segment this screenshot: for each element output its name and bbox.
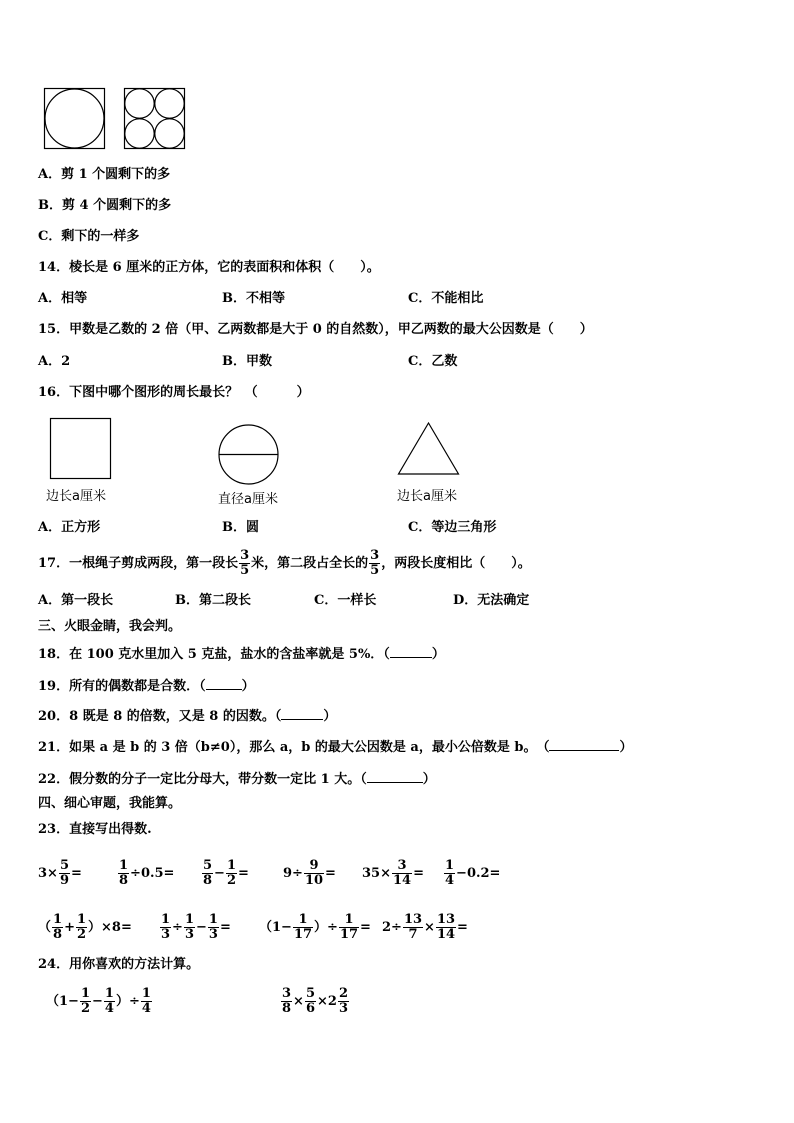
- q21-answer-blank[interactable]: [549, 738, 619, 751]
- q23-expr-5: 35× $\frac{3}{14}$ =: [362, 858, 424, 888]
- q23-expr-4: 9÷ $\frac{9}{10}$ =: [283, 858, 336, 888]
- q16-square-caption: 边长a厘米: [46, 489, 106, 504]
- q17-stem: [38, 548, 531, 580]
- q22: 22．假分数的分子一定比分母大，带分数一定比 1 大。（ ）: [38, 772, 436, 787]
- q13-option-b[interactable]: B．剪 4 个圆剩下的多: [38, 198, 172, 213]
- q18-answer-blank[interactable]: [390, 645, 432, 658]
- q16-stem: 16．下图中哪个图形的周长最长？ （ ）: [38, 385, 310, 400]
- q15-stem: 15．甲数是乙数的 2 倍（甲、乙两数都是大于 0 的自然数），甲乙两数的最大公因数是（ ）: [38, 322, 593, 337]
- q23-expr-10: 2÷ $\frac{13}{7}$ × $\frac{13}{14}$ =: [382, 912, 468, 942]
- q14-option-b[interactable]: B．不相等: [222, 291, 285, 306]
- q22-answer-blank[interactable]: [367, 770, 423, 783]
- q16-option-c[interactable]: C．等边三角形: [408, 520, 497, 535]
- q24-expr-2: $\frac{3}{8}$ × $\frac{5}{6}$ ×2 $\frac{2}{3}$: [282, 986, 348, 1016]
- q17-option-b[interactable]: B．第二段长: [175, 593, 251, 608]
- q16-circle-figure: [218, 424, 280, 486]
- q17-part2: 米，第二段占全长的: [251, 556, 369, 571]
- q20-answer-blank[interactable]: [281, 707, 323, 720]
- q16-triangle-figure: [398, 422, 460, 476]
- q15-option-a[interactable]: A．2: [38, 354, 71, 369]
- q13-figure-one-circle: [44, 88, 106, 150]
- q16-option-a[interactable]: A．正方形: [38, 520, 101, 535]
- q15-option-b[interactable]: B．甲数: [222, 354, 272, 369]
- q24-expr-1: （1− $\frac{1}{2}$ − $\frac{1}{4}$ ）÷ $\frac{1}{4}$: [46, 986, 151, 1016]
- q23-expr-8: $\frac{1}{3}$ ÷ $\frac{1}{3}$ − $\frac{1}{3}$ =: [161, 912, 231, 942]
- q19-answer-blank[interactable]: [206, 677, 242, 690]
- q23-expr-6: $\frac{1}{4}$ −0.2=: [445, 858, 501, 888]
- q23-expr-2: $\frac{1}{8}$ ÷0.5=: [119, 858, 175, 888]
- q19: 19．所有的偶数都是合数．（ ）: [38, 679, 255, 694]
- q14-option-c[interactable]: C．不能相比: [408, 291, 484, 306]
- q13-option-a[interactable]: A．剪 1 个圆剩下的多: [38, 167, 171, 182]
- q17-option-d[interactable]: D．无法确定: [453, 593, 530, 608]
- section-3-heading: 三、火眼金睛，我会判。: [38, 619, 182, 634]
- section-4-heading: 四、细心审题，我能算。: [38, 796, 182, 811]
- q17-part3: ，两段长度相比（ ）。: [381, 556, 531, 571]
- q23-expr-7: （ $\frac{1}{8}$ + $\frac{1}{2}$ ）×8=: [38, 912, 132, 942]
- q21: 21．如果 a 是 b 的 3 倍（b≠0），那么 a，b 的最大公因数是 a，最小公倍数是 b。 （ ）: [38, 740, 633, 755]
- q14-stem: 14．棱长是 6 厘米的正方体，它的表面积和体积（ ）。: [38, 260, 380, 275]
- q23-expr-9: （1− $\frac{1}{17}$ ）÷ $\frac{1}{17}$ =: [259, 912, 371, 942]
- q17-option-a[interactable]: A．第一段长: [38, 593, 114, 608]
- q20: 20．8 既是 8 的倍数，又是 8 的因数。（ ）: [38, 709, 337, 724]
- q17-fraction-2: $\frac{3}{5}$: [370, 548, 380, 578]
- q17-part1: 17．一根绳子剪成两段，第一段长: [38, 556, 239, 571]
- q15-option-c[interactable]: C．乙数: [408, 354, 458, 369]
- q24-stem: 24．用你喜欢的方法计算。: [38, 957, 200, 972]
- q17-option-c[interactable]: C．一样长: [314, 593, 377, 608]
- q13-option-c[interactable]: C．剩下的一样多: [38, 229, 140, 244]
- q17-fraction-1: $\frac{3}{5}$: [240, 548, 250, 578]
- q14-option-a[interactable]: A．相等: [38, 291, 88, 306]
- q16-option-b[interactable]: B．圆: [222, 520, 259, 535]
- q23-expr-3: $\frac{5}{8}$ − $\frac{1}{2}$ =: [203, 858, 249, 888]
- q16-square-figure: [50, 418, 112, 480]
- q16-circle-caption: 直径a厘米: [218, 492, 278, 507]
- q23-expr-1: 3× $\frac{5}{9}$ =: [38, 858, 82, 888]
- q13-figure-four-circles: [124, 88, 186, 150]
- q23-stem: 23．直接写出得数.: [38, 822, 152, 837]
- q16-triangle-caption: 边长a厘米: [397, 489, 457, 504]
- q18: 18．在 100 克水里加入 5 克盐，盐水的含盐率就是 5%．（ ）: [38, 647, 445, 662]
